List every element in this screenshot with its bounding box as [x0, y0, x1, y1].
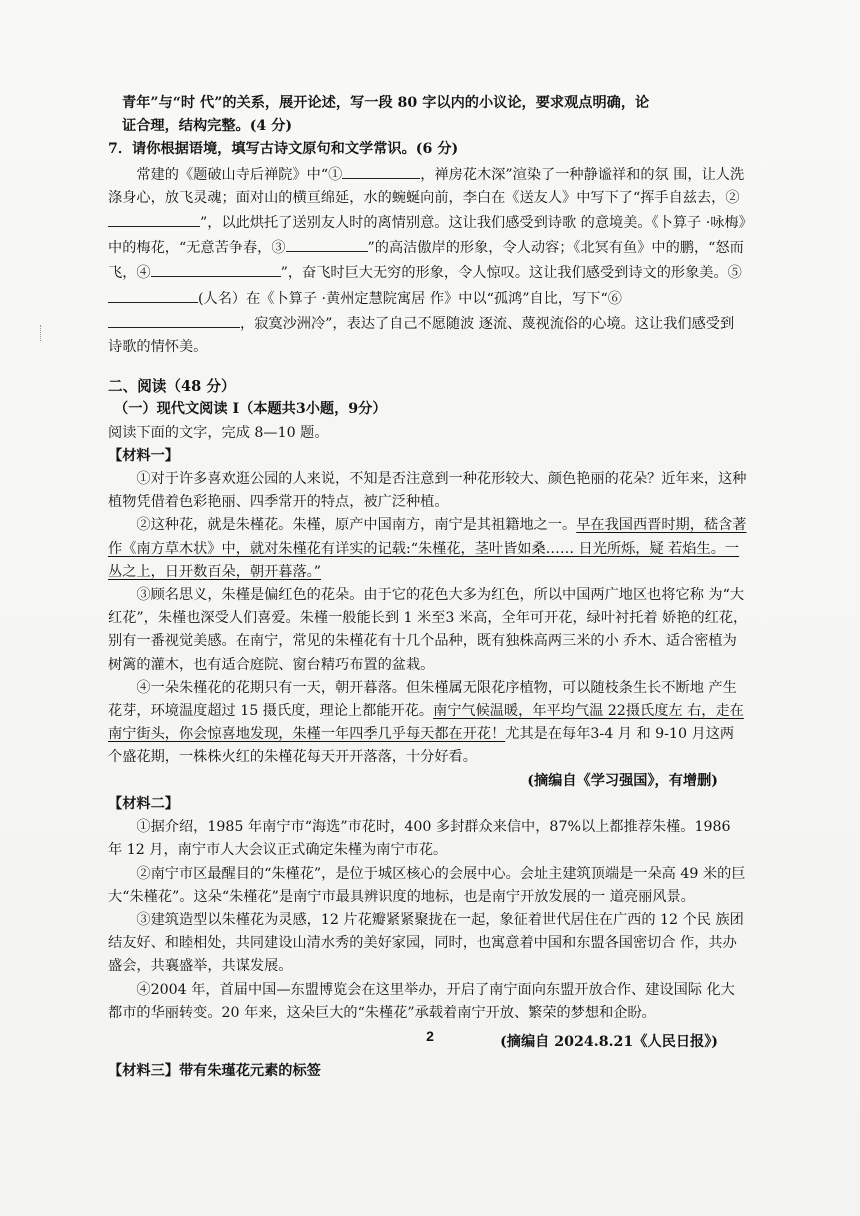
material2-para1: ①据介绍，1985 年南宁市“海选”市花时，400 多封群众来信中，87%以上都推荐朱槿。1986 年 12 月，南宁市人大会议正式确定朱槿为南宁市花。 [108, 819, 731, 859]
material2-para2: ②南宁市区最醒目的“朱槿花”，是位于城区核心的会展中心。会址主建筑顶端是一朵高 49 米的巨大“朱槿花”。这朵“朱槿花”是南宁市最具辨识度的地标，也是南宁开放发展的一 道亮丽风景。 [108, 865, 746, 905]
q7-prompt: 7．请你根据语境，填写古诗文原句和文学常识。(6 分) [108, 141, 459, 158]
section-title: 二、阅读（48 分） [108, 378, 236, 396]
material1-para3: ③顾名思义，朱槿是偏红色的花朵。由于它的花色大多为红色，所以中国两广地区也将它称 为“大红花”，朱槿也深受人们喜爱。朱槿一般能长到 1 米至3 米高，全年可开花，绿叶衬托着 娇艳的红花，别有一番视觉美感。在南宁，常见的朱槿花有十几个品种，既有独株高两三米的小 乔木、适合密植为树篱的灌木，也有适合庭院、窗台精巧布置的盆栽。 [108, 587, 748, 673]
material2-header: 【材料二】 [108, 795, 179, 812]
q7-passage: 常建的《题破山寺后禅院》中“① ，禅房花木深”渲染了一种静谧祥和的氛 围，让人洗涤身心，放飞灵魂；面对山的横亘绵延，水的蜿蜒向前，李白在《送友人》中写下了“挥手自兹去，②”，以此烘托了送别友人时的离情别意。这让我们感受到诗歌 的意境美。《卜算子 ·咏梅》中的梅花，“无意苦争春，③ ”的高洁傲岸的形象，令人动容；《北冥有鱼》中的鹏，“怒而飞，④ ”，奋飞时巨大无穷的形象，令人惊叹。这让我们感受到诗文的形象美。⑤(人名）在《卜算子 ·黄州定慧院寓居 作》中以“孤鸿”自比，写下“⑥，寂寞沙洲冷”，表达了自己不愿随波 逐流、蔑视流俗的心境。这让我们感受到诗歌的情怀美。 [108, 162, 748, 360]
material2-source: (摘编自 2024.8.21《人民日报》) [500, 1033, 718, 1050]
page-content [108, 92, 748, 1083]
subsection-title: （一）现代文阅读 Ⅰ（本题共3小题，9分） [114, 401, 387, 418]
blank-1[interactable] [342, 162, 420, 179]
material2-para4: ④2004 年，首届中国—东盟博览会在这里举办，开启了南宁面向东盟开放合作、建设国际 化大都市的华丽转变。20 年来，这朵巨大的“朱槿花”承载着南宁开放、繁荣的梦想和企盼。 [108, 981, 735, 1021]
material3-header: 【材料三】 [108, 1063, 179, 1080]
underlined-text: 早在我国西晋时期，嵇含著作《南方草木状》中，就对朱槿花有详实的记载:“朱槿花，茎叶皆如桑…… 日光所烁，疑 若焰生。一丛之上，日开数百朵，朝开暮落。” [108, 517, 747, 580]
blank-6[interactable] [108, 311, 240, 328]
material1-para1: ①对于许多喜欢逛公园的人来说，不知是否注意到一种花形较大、颜色艳丽的花朵？近年来，这种植物凭借着色彩艳丽、四季常开的特点，被广泛种植。 [108, 471, 747, 511]
underlined-text: 南宁气候温暖，年平均气温 22摄氏度左 右，走在南宁街头，你会惊喜地发现，朱槿一年四季几乎每天都在开花！ [108, 703, 744, 743]
material1-source: (摘编自《学习强国》，有增删) [527, 772, 718, 789]
blank-2[interactable] [108, 210, 200, 227]
blank-3[interactable] [286, 235, 368, 252]
material3-line [108, 1060, 748, 1083]
q6-line1: 青年”与“时 代”的关系，展开论述，写一段 80 字以内的小议论，要求观点明确，论 [122, 95, 650, 111]
material2-para3: ③建筑造型以朱槿花为灵感，12 片花瓣紧紧聚拢在一起，象征着世代居住在广西的 12 个民 族团结友好、和睦相处，共同建设山清水秀的美好家园，同时，也寓意着中国和东盟各国密切合 作，共办盛会，共襄盛举，共谋发展。 [108, 911, 744, 975]
margin-mark [40, 325, 43, 341]
blank-5[interactable] [108, 286, 198, 303]
material3-caption: 带有朱瑾花元素的标签 [178, 1063, 321, 1080]
q6-line2: 证合理，结构完整。(4 分) [122, 118, 293, 135]
material1-para4: ④一朵朱槿花的花期只有一天，朝开暮落。但朱槿属无限花序植物，可以随枝条生长不断地 产生花芽，环境温度超过 15 摄氏度，理论上都能开花。南宁气候温暖，年平均气温 22摄氏度左 右，走在南宁街头，你会惊喜地发现，朱槿一年四季几乎每天都在开花！尤其是在每年3-4 月 和 9-10 月这两个盛花期，一株株火红的朱槿花每天开开落落，十分好看。 [108, 679, 744, 766]
material1-header: 【材料一】 [108, 447, 179, 464]
material1-para2: ②这种花，就是朱槿花。朱槿，原产中国南方，南宁是其祖籍地之一。早在我国西晋时期，嵇含著作《南方草木状》中，就对朱槿花有详实的记载:“朱槿花，茎叶皆如桑…… 日光所烁，疑 若焰生。一丛之上，日开数百朵，朝开暮落。” [108, 517, 747, 580]
page-number: 2 [426, 1028, 434, 1044]
blank-4[interactable] [151, 260, 281, 277]
reading-instruction: 阅读下面的文字，完成 8—10 题。 [108, 424, 329, 441]
